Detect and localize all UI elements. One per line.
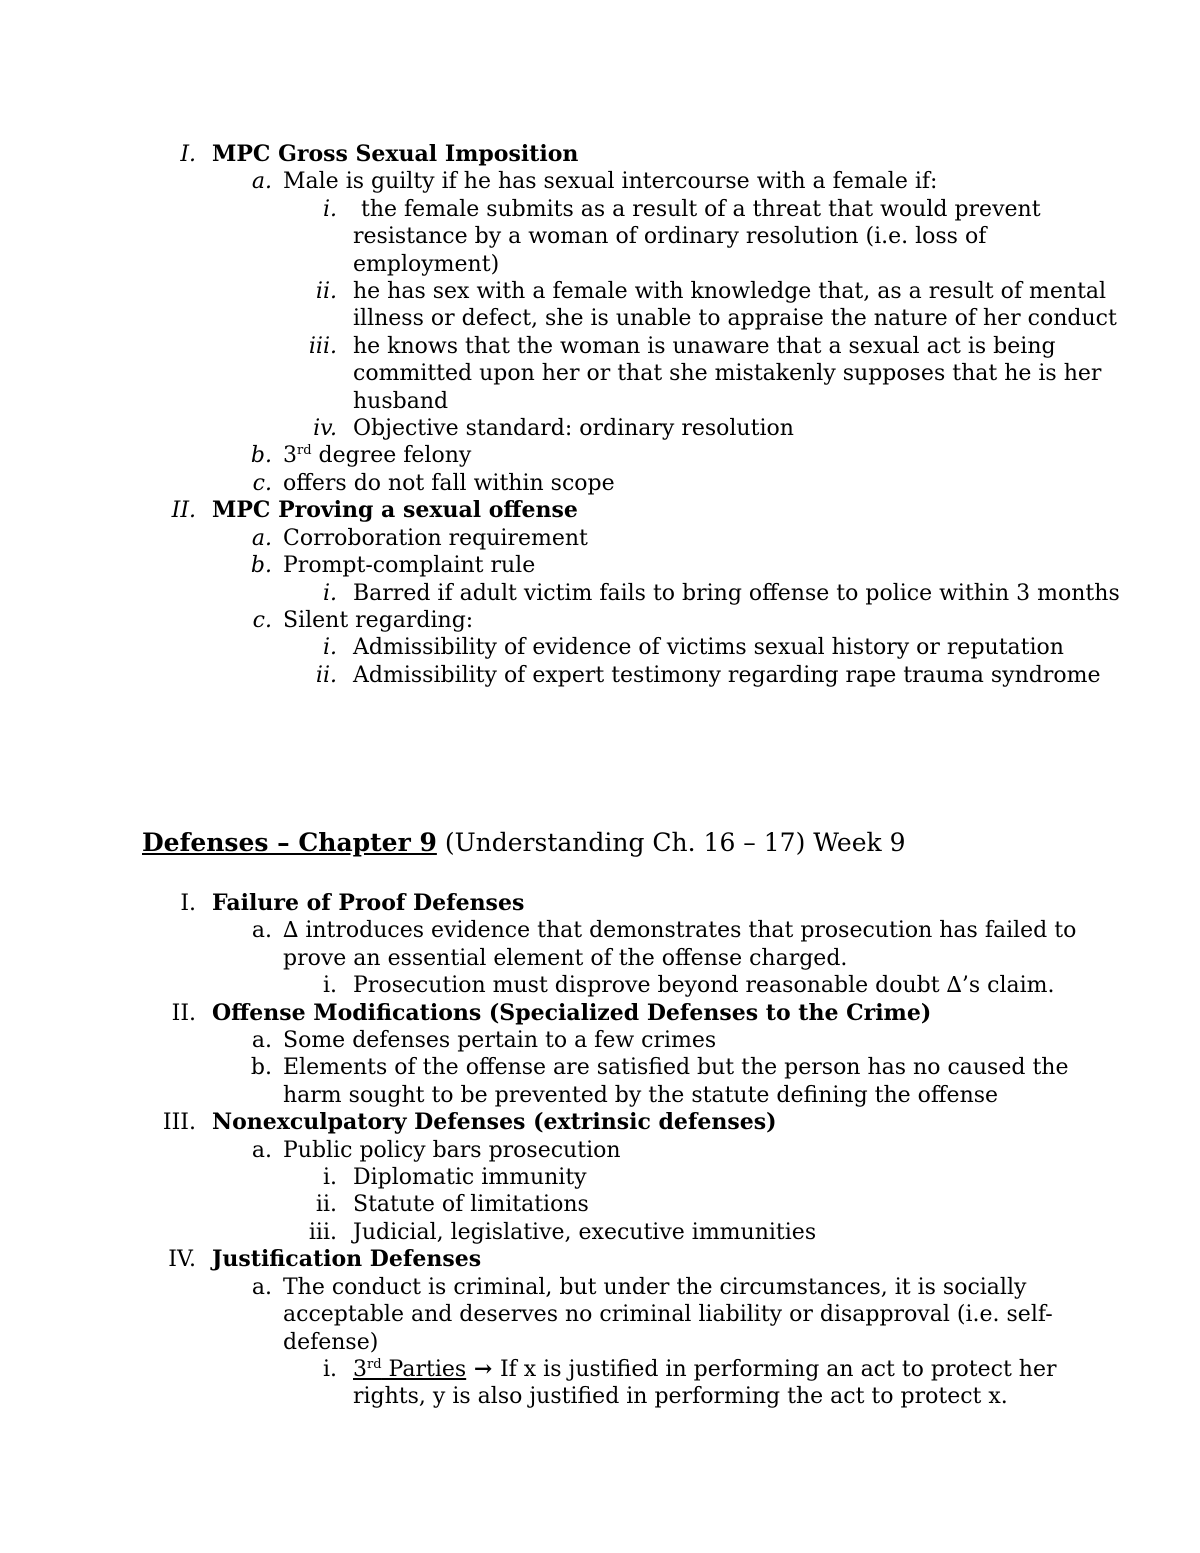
list-item <box>0 333 1125 415</box>
outline-section-sexual-offenses <box>0 141 1200 689</box>
list-item <box>0 196 1125 278</box>
list-marker: i. <box>322 973 337 999</box>
list-marker: III. <box>162 1110 196 1136</box>
list-item <box>0 470 1123 497</box>
list-marker: ii. <box>315 279 337 305</box>
list-item-text: ∆ introduces evidence that demonstrates that prosecution has failed to prove an essential element of the offense charged. <box>283 918 1077 971</box>
list-item <box>0 1274 1123 1356</box>
list-marker: a. <box>251 1028 272 1054</box>
list-item-text: the female submits as a result of a threat that would prevent resistance by a woman of ordinary resolution (i.e. loss of employment) <box>353 196 1041 277</box>
heading-title: Defenses – Chapter 9 <box>142 828 437 857</box>
heading-subtitle: (Understanding Ch. 16 – 17) Week 9 <box>436 828 906 857</box>
list-item-text: The conduct is criminal, but under the circumstances, it is socially acceptable and deserves no criminal liability or disapproval (i.e. self-defense) <box>283 1274 1053 1355</box>
third-parties-label: 3rd Parties <box>353 1356 467 1382</box>
list-item-text: 3rd degree felony <box>283 443 472 469</box>
list-marker: i. <box>322 580 337 606</box>
list-marker: II. <box>171 1000 196 1026</box>
list-item-text: Nonexculpatory Defenses (extrinsic defenses) <box>212 1109 777 1136</box>
list-marker: b. <box>250 553 272 579</box>
list-marker: II. <box>171 498 196 524</box>
list-item-text: Admissibility of evidence of victims sexual history or reputation <box>353 635 1064 661</box>
list-item-text: Objective standard: ordinary resolution <box>353 416 794 442</box>
list-item <box>0 1109 1120 1136</box>
list-item-text: Some defenses pertain to a few crimes <box>283 1028 717 1054</box>
list-item-text: Prompt-complaint rule <box>283 553 536 579</box>
list-item <box>0 442 1123 469</box>
list-item-text: he has sex with a female with knowledge that, as a result of mental illness or defect, she is unable to appraise the nature of her conduct <box>353 279 1117 332</box>
list-item-text: Elements of the offense are satisfied but the person has no caused the harm sought to be prevented by the statute defining the offense <box>283 1055 1069 1108</box>
list-item <box>0 552 1123 579</box>
list-marker: iii. <box>308 1219 337 1245</box>
list-item <box>0 1191 1125 1218</box>
list-marker: IV. <box>168 1247 196 1273</box>
section-heading <box>142 827 1142 859</box>
list-marker: a. <box>251 918 272 944</box>
list-item-text: Public policy bars prosecution <box>283 1137 621 1163</box>
list-item-text: Statute of limitations <box>353 1192 589 1218</box>
list-item-text: Offense Modifications (Specialized Defenses to the Crime) <box>212 999 932 1026</box>
list-item-text: 3rd Parties → If x is justified in performing an act to protect her rights, y is also justified in performing the act to protect x. <box>353 1355 1057 1410</box>
list-item <box>0 1219 1125 1246</box>
list-item <box>0 1027 1123 1054</box>
list-marker: a. <box>251 1274 272 1300</box>
list-item <box>0 415 1125 442</box>
list-marker: ii. <box>315 662 337 688</box>
list-item <box>0 525 1123 552</box>
list-item <box>0 890 1120 917</box>
list-item <box>0 497 1120 524</box>
list-marker: i. <box>322 635 337 661</box>
list-item-text: Diplomatic immunity <box>353 1165 587 1191</box>
outline-section-defenses <box>0 890 1200 1411</box>
list-item <box>0 1137 1123 1164</box>
list-item <box>0 917 1123 972</box>
list-marker: a. <box>251 169 272 195</box>
list-item-text: Judicial, legislative, executive immunities <box>353 1219 817 1245</box>
list-item-text: Failure of Proof Defenses <box>212 890 525 916</box>
list-marker: ii. <box>315 1192 337 1218</box>
list-item-text: Male is guilty if he has sexual intercourse with a female if: <box>283 169 938 195</box>
list-marker: b. <box>250 443 272 469</box>
list-item-text: Corroboration requirement <box>283 525 588 551</box>
list-item <box>0 141 1120 168</box>
list-item-text: MPC Gross Sexual Imposition <box>212 141 579 167</box>
list-marker: I. <box>180 891 196 916</box>
list-item <box>0 634 1125 661</box>
list-item-text: offers do not fall within scope <box>283 470 615 496</box>
list-item-text: he knows that the woman is unaware that a sexual act is being committed upon her or that she mistakenly supposes that he is her husband <box>353 333 1102 414</box>
arrow-right-icon: → <box>466 1355 500 1382</box>
list-marker: I. <box>180 142 196 167</box>
list-item <box>0 1054 1123 1109</box>
list-item <box>0 1356 1125 1411</box>
list-item <box>0 580 1125 607</box>
list-marker: iv. <box>313 416 337 442</box>
list-marker: i. <box>322 196 337 222</box>
list-item <box>0 1000 1120 1027</box>
list-item-text: Admissibility of expert testimony regarding rape trauma syndrome <box>353 662 1101 688</box>
list-item-text: Prosecution must disprove beyond reasonable doubt ∆’s claim. <box>353 973 1055 999</box>
list-item <box>0 972 1125 999</box>
list-item <box>0 168 1123 195</box>
list-marker: a. <box>251 525 272 551</box>
list-item-text: MPC Proving a sexual offense <box>212 497 578 524</box>
list-item <box>0 662 1125 689</box>
list-marker: i. <box>322 1165 337 1191</box>
list-marker: b. <box>250 1055 272 1081</box>
list-item <box>0 607 1123 634</box>
list-marker: iii. <box>308 333 337 359</box>
list-marker: c. <box>252 470 272 496</box>
list-marker: a. <box>251 1137 272 1163</box>
list-marker: c. <box>252 607 272 633</box>
list-item <box>0 1246 1120 1273</box>
list-item <box>0 1164 1125 1191</box>
list-item <box>0 278 1125 333</box>
list-item-text: Barred if adult victim fails to bring offense to police within 3 months <box>353 580 1120 606</box>
list-marker: i. <box>322 1356 337 1382</box>
list-item-text: Justification Defenses <box>212 1246 482 1273</box>
list-item-text: Silent regarding: <box>283 607 474 633</box>
